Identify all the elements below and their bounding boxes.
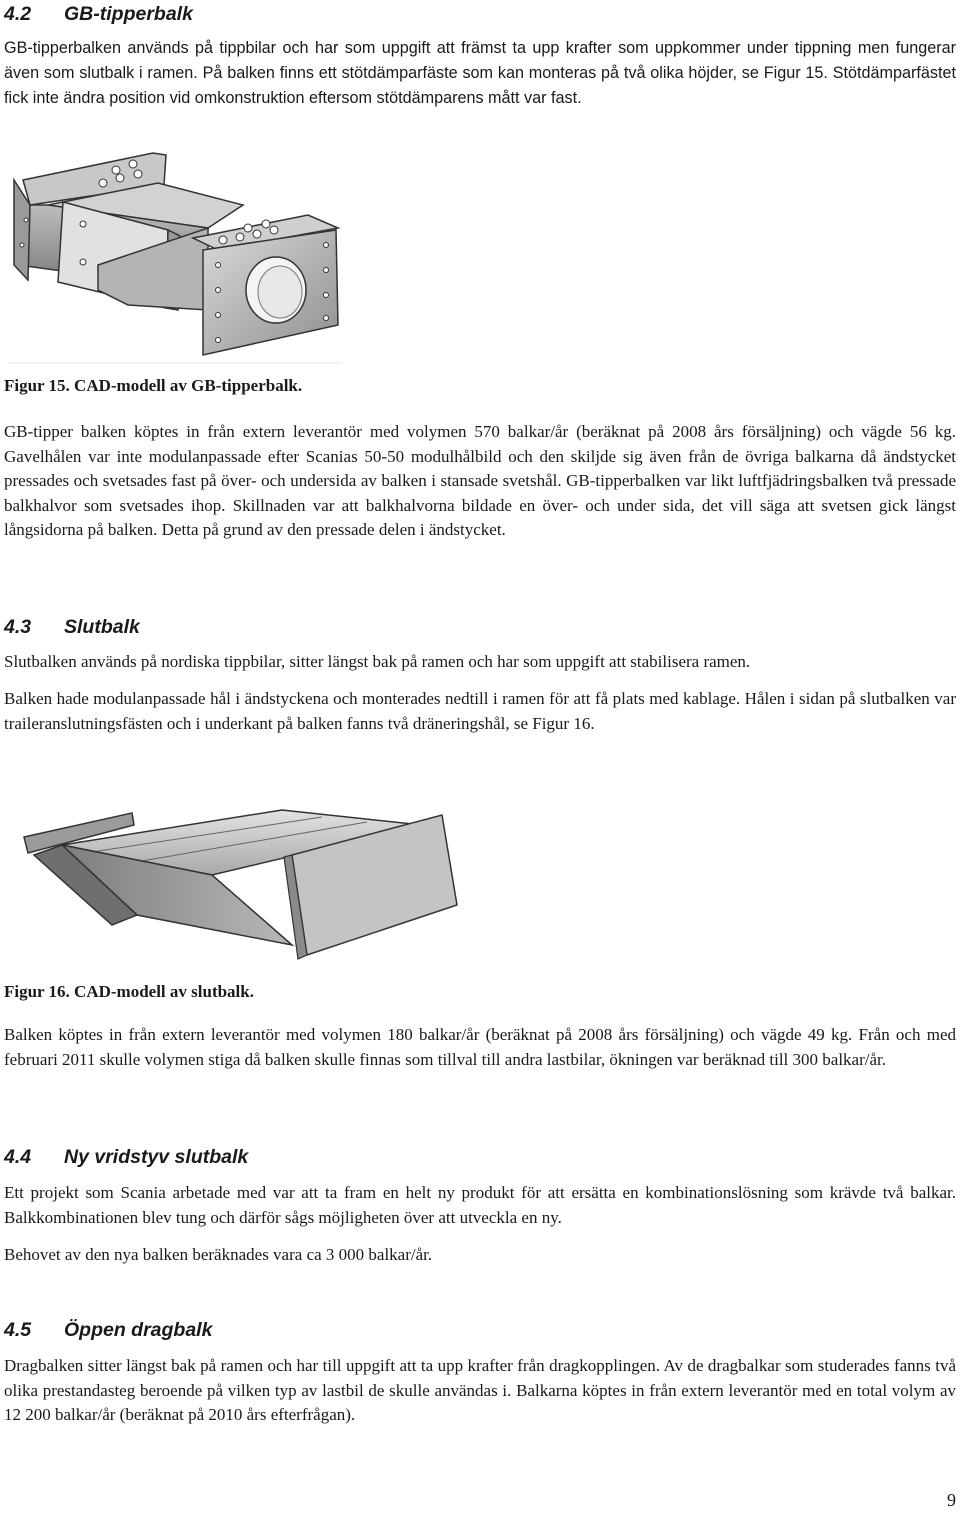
section-heading-4-2 xyxy=(4,2,193,26)
section-title: Öppen dragbalk xyxy=(64,1319,213,1341)
section-number: 4.4 xyxy=(4,1146,32,1168)
paragraph: Slutbalken används på nordiska tippbilar, sitter längst bak på ramen och har som uppgift att stabilisera ramen. xyxy=(4,652,751,671)
section-heading-4-5 xyxy=(4,1318,212,1342)
page-number: 9 xyxy=(947,1490,956,1510)
paragraph: Ett projekt som Scania arbetade med var att ta fram en helt ny produkt för att ersätta en kombinationslösning som krävde två balkar. Balkkombinationen blev tung och därför sågs möjligheten över att utveckla en ny. xyxy=(4,1183,956,1227)
paragraph: GB-tipper balken köptes in från extern leverantör med volymen 570 balkar/år (beräknat på 2008 års försäljning) och vägde 56 kg. Gavelhålen var inte modulanpassade efter Scanias 50-50 modulhålbild och den skiljde sig även från de övriga balkarna då ändstycket pressades och svetsades fast på över- och undersida av balken i stansade svetshål. GB-tipperbalken var likt luftfjädringsbalken två pressade balkhalvor som svetsades ihop. Skillnaden var att balkhalvorna bildade en över- och under sida, det vill säga att svetsen gick längst långsidorna på balken. Detta på grund av den pressade delen i ändstycket. xyxy=(4,422,956,539)
paragraph: Balken hade modulanpassade hål i ändstyckena och monterades nedtill i ramen för att få plats med kablage. Hålen i sidan på slutbalken var traileranslutningsfästen och i underkant på balken fanns två dräneringshål, se Figur 16. xyxy=(4,689,956,733)
section-number: 4.2 xyxy=(4,3,32,25)
paragraph: GB-tipperbalken används på tippbilar och har som uppgift att främst ta upp krafter som uppkommer under tippning men fungerar även som slutbalk i ramen. På balken finns ett stötdämparfäste som kan monteras på två olika höjder, se Figur 15. Stötdämparfästet fick inte ändra position vid omkonstruktion eftersom stötdämparens mått var fast. xyxy=(4,39,956,107)
figure-15-gb-tipperbalk-cad xyxy=(8,150,348,365)
figure-15-caption: Figur 15. CAD-modell av GB-tipperbalk. xyxy=(4,376,303,395)
figure-16-caption: Figur 16. CAD-modell av slutbalk. xyxy=(4,982,254,1001)
paragraph: Balken köptes in från extern leverantör med volymen 180 balkar/år (beräknat på 2008 års försäljning) och vägde 49 kg. Från och med februari 2011 skulle volymen stiga då balken skulle finnas som tillval till andra lastbilar, ökningen var beräknad till 300 balkar/år. xyxy=(4,1025,956,1069)
section-heading-4-3 xyxy=(4,615,140,639)
section-number: 4.5 xyxy=(4,1319,32,1341)
section-title: Ny vridstyv slutbalk xyxy=(64,1146,249,1168)
section-number: 4.3 xyxy=(4,616,32,638)
paragraph: Behovet av den nya balken beräknades vara ca 3 000 balkar/år. xyxy=(4,1245,433,1264)
section-title: Slutbalk xyxy=(64,616,140,638)
figure-16-slutbalk-cad xyxy=(22,795,462,970)
section-heading-4-4 xyxy=(4,1145,248,1169)
paragraph: Dragbalken sitter längst bak på ramen och har till uppgift att ta upp krafter från dragkopplingen. Av de dragbalkar som studerades fanns två olika prestandasteg beroende på vilken typ av lastbil de skulle användas i. Balkarna köptes in från extern leverantör med en total volym av 12 200 balkar/år (beräknat på 2010 års efterfrågan). xyxy=(4,1356,956,1424)
section-title: GB-tipperbalk xyxy=(64,3,193,25)
